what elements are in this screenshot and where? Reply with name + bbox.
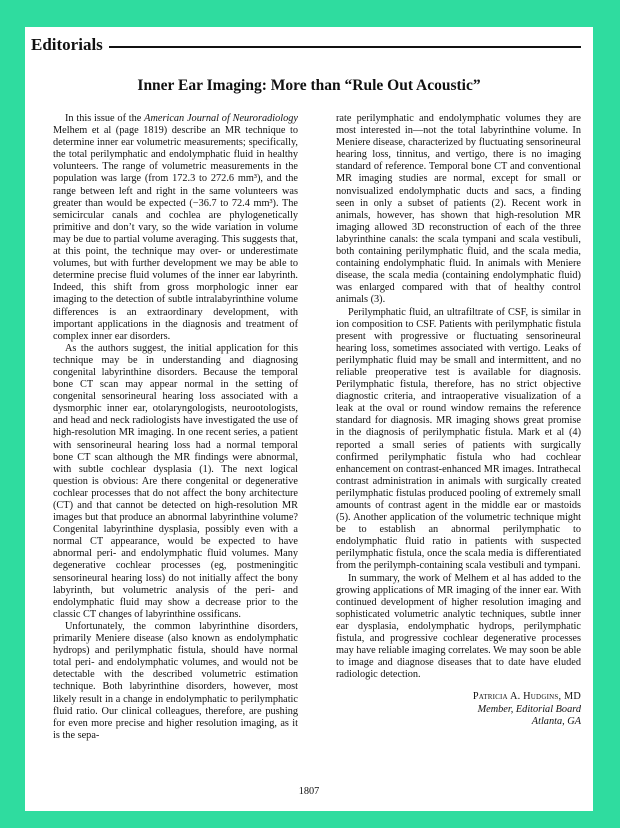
author-role: Member, Editorial Board xyxy=(477,703,581,715)
paragraph: Perilymphatic fluid, an ultrafiltrate of CSF, is similar in ion composition to CSF. Patients with perilymphatic fistula present with progressive or fluctuating sensorineural hearing loss, sometimes associated with vertigo. Leaks of perilymphatic fluid may be small and intermittent, and no reliable preoperative test is available for diagnosis. Perilymphatic fistula, therefore, has no strict objective diagnostic criteria, and intraoperative visualization of a leak at the oval or round window remains the reference standard for diagnosis. MR imaging shows great promise in the diagnosis of perilymphatic fistula. Mark et al (4) reported a small series of patients with surgically confirmed perilymphatic fistula who had cochlear enhancement on contrast-enhanced MR images. Intrathecal contrast administration in animals with surgically created perilymphatic fistulas produced pooling of extremely small amounts of contrast agent in the middle ear or mastoids (5). Another application of the volumetric technique might be to establish an abnormal perilymphatic to endolymphatic fluid ratio in patients with suspected perilymphatic fistula, once the scala media is differentiated from the perilymph-containing scala vestibuli and tympani. xyxy=(336,306,581,572)
article-title: Inner Ear Imaging: More than “Rule Out Acoustic” xyxy=(137,77,481,94)
paragraph: rate perilymphatic and endolymphatic volumes they are most interested in—not the total labyrinthine volume. In Meniere disease, characterized by fluctuating sensorineural hearing loss, tinnitus, and vertigo, there is no imaging standard of reference. Temporal bone CT and conventional MR imaging studies are normal, except for small or nonvisualized endolymphatic ducts and sacs, a finding seen in only a subset of patients (2). Recent work in animals, however, has shown that high-resolution MR imaging allowed 3D reconstruction of each of the three labyrinthine canals: the scala tympani and scala vestibuli, both containing perilymphatic fluid, and the scala media, containing endolymphatic fluid. In animals with Meniere disease, the scala media (containing endolymphatic fluid) was enlarged compared with that of healthy control animals (3). xyxy=(336,113,581,306)
section-header xyxy=(31,35,581,55)
page-number: 1807 xyxy=(298,786,320,797)
section-rule xyxy=(109,46,581,48)
author-location: Atlanta, GA xyxy=(531,716,581,728)
right-column xyxy=(336,113,581,742)
author-signature xyxy=(336,691,581,729)
paragraph-intro: In this issue of the xyxy=(65,113,145,124)
author-name: Patricia A. Hudgins, MD xyxy=(472,691,581,703)
paragraph-text: Melhem et al (page 1819) describe an MR technique to determine inner ear volumetric measurements; specifically, the total perilymphatic and endolymphatic fluid in healthy volunteers. The range of volumetric measurements in the population was large (from 172.3 to 272.6 mm³), and the range between left and right in the same volunteers was greater than would be expected (−36.7 to 72.4 mm³). The semicircular canals and cochlea are phylogenetically primitive and don’t vary, so the wide variation in volume may be due to partial volume averaging. This suggests that, at this point, the technique may over- or underestimate volumes, but with further development we may be able to determine precise fluid volumes of the inner ear labyrinth. Indeed, this shift from gross morphologic inner ear imaging to the detection of subtle intralabyrinthine volume differences is an extraordinary development, with important applications in the diagnosis and treatment of complex inner ear disorders. xyxy=(53,125,298,342)
paragraph: In summary, the work of Melhem et al has added to the growing applications of MR imaging of the inner ear. With continued development of higher resolution imaging and sophisticated volumetric analytic techniques, subtle inner ear dysplasia, endolymphatic hydrops, perilymphatic fistula, and progressive cochlear degenerative processes may have reliable imaging correlates. We may soon be able to image and diagnose diseases that to date have eluded radiologic detection. xyxy=(336,572,581,681)
paragraph xyxy=(53,113,298,343)
paragraph: Unfortunately, the common labyrinthine disorders, primarily Meniere disease (also known as endolymphatic hydrops) and perilymphatic fistula, should have normal total peri- and endolymphatic volumes, and would not be detectable with the described volumetric estimation technique. Both labyrinthine disorders, however, most likely result in a change in endolymphatic to perilymphatic fluid ratio. Our clinical colleagues, therefore, are pushing for even more precise and higher resolution imaging, as it is the sepa- xyxy=(53,620,298,741)
section-title: Editorials xyxy=(31,35,103,54)
paragraph: As the authors suggest, the initial application for this technique may be in understanding and diagnosing congenital labyrinthine disorders. Because the temporal bone CT scan may appear normal in the setting of congenital sensorineural hearing loss associated with a dysmorphic inner ear, otolaryngologists, neurootologists, and head and neck radiologists have investigated the use of high-resolution MR imaging. In one recent series, a patient with sensorineural hearing loss had a normal temporal bone CT scan although the MR findings were abnormal, with subtle cochlear dysplasia (1). The next logical question is obvious: Are there congenital or degenerative cochlear processes that do not affect the bony architecture (CT) and that cannot be detected on high-resolution MR images but that produce an abnormal labyrinthine volume? Congenital labyrinthine dysplasia, possibly even with a normal CT appearance, would be expected to have abnormal peri- and endolymphatic fluid volumes. Many degenerative cochlear processes (eg, postmeningitic sensorineural hearing loss) do not initially affect the bony labyrinth, but volumetric analysis of the peri- and endolymphatic fluid may show a decrease prior to the classic CT changes of labyrinthine ossificans. xyxy=(53,342,298,620)
left-column xyxy=(53,113,298,742)
article-body xyxy=(53,113,581,742)
journal-name: American Journal of Neuroradiology xyxy=(144,113,298,124)
journal-page xyxy=(25,27,593,811)
